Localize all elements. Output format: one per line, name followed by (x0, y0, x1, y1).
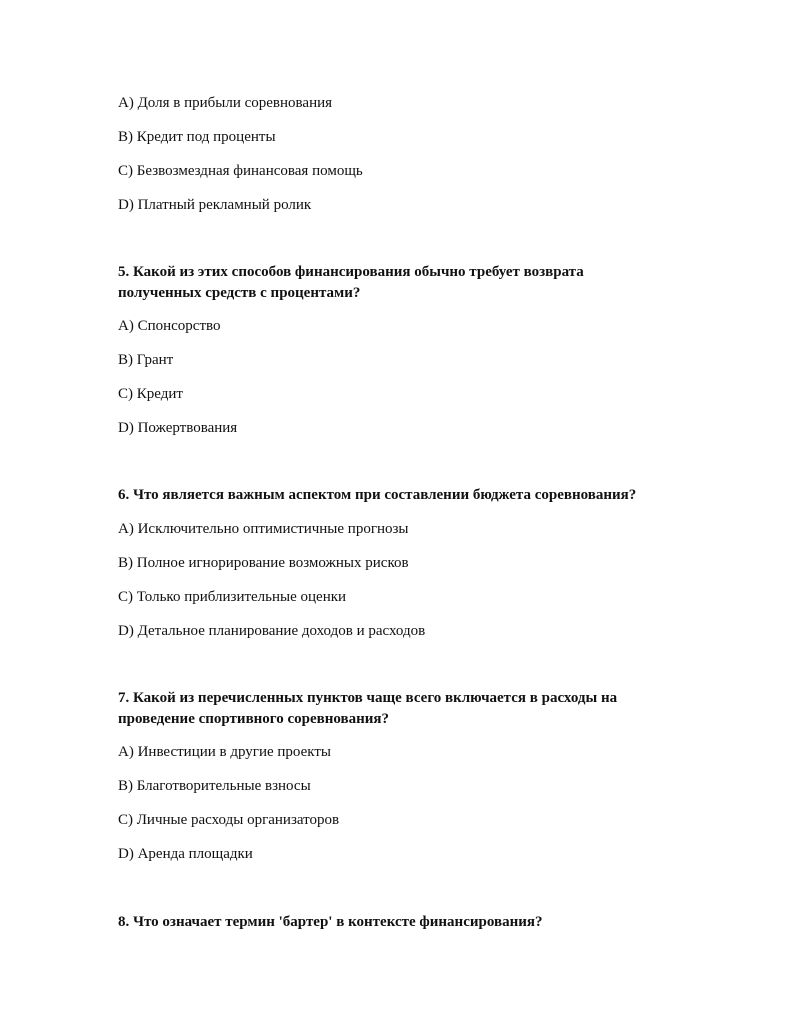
q5-option-d: D) Пожертвования (118, 420, 238, 436)
q7-option-c: C) Личные расходы организаторов (118, 812, 340, 828)
q5-option-c: C) Кредит (118, 386, 183, 402)
q7-option-b: B) Благотворительные взносы (118, 778, 311, 794)
q6-option-a: A) Исключительно оптимистичные прогнозы (118, 521, 409, 537)
q6-option-d: D) Детальное планирование доходов и расходов (118, 623, 426, 639)
q5-option-a: A) Спонсорство (118, 318, 221, 334)
q7-question-line2: проведение спортивного соревнования? (118, 711, 390, 727)
q4-option-c: C) Безвозмездная финансовая помощь (118, 163, 363, 179)
q6-option-b: B) Полное игнорирование возможных рисков (118, 555, 409, 571)
q7-question-line1: 7. Какой из перечисленных пунктов чаще всего включается в расходы на (118, 690, 618, 706)
q4-option-d: D) Платный рекламный ролик (118, 197, 312, 213)
q4-option-b: B) Кредит под проценты (118, 129, 276, 145)
q6-option-c: C) Только приблизительные оценки (118, 589, 347, 605)
q7-option-d: D) Аренда площадки (118, 846, 253, 862)
q5-option-b: B) Грант (118, 352, 174, 368)
q6-question: 6. Что является важным аспектом при составлении бюджета соревнования? (118, 487, 637, 503)
q4-option-a: A) Доля в прибыли соревнования (118, 95, 333, 111)
q5-question-line1: 5. Какой из этих способов финансирования обычно требует возврата (118, 264, 584, 280)
q7-option-a: A) Инвестиции в другие проекты (118, 744, 331, 760)
q5-question-line2: полученных средств с процентами? (118, 285, 361, 301)
q8-question: 8. Что означает термин 'бартер' в контексте финансирования? (118, 914, 543, 930)
